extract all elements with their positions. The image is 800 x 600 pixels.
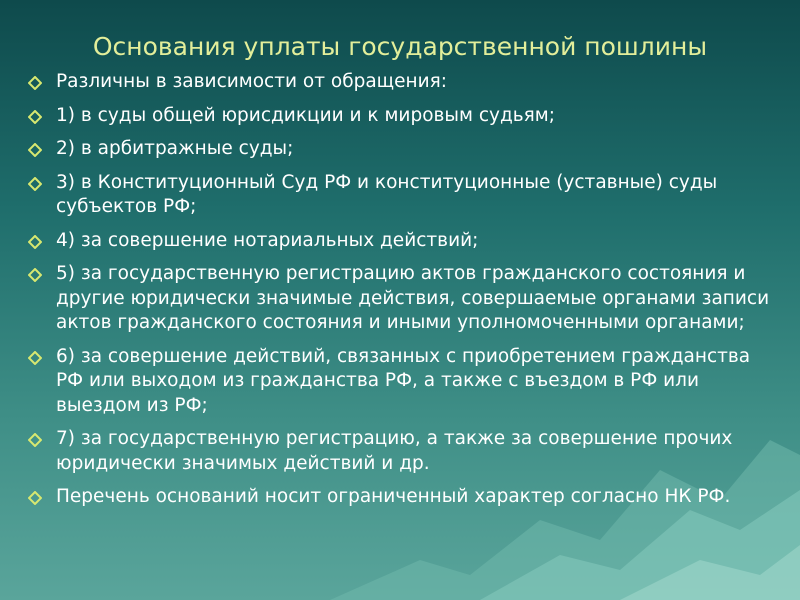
diamond-bullet-icon	[28, 235, 42, 249]
bullet-text: 2) в арбитражные суды;	[56, 138, 294, 159]
diamond-bullet-icon	[28, 268, 42, 282]
list-item	[28, 137, 778, 162]
bullet-text: 4) за совершение нотариальных действий;	[56, 229, 479, 251]
bullet-text: 7) за государственную регистрацию, а также за совершение прочих юридически значимых действий и др.	[56, 428, 733, 474]
diamond-bullet-icon	[28, 110, 42, 124]
bullet-list	[28, 70, 778, 519]
list-item	[28, 485, 778, 510]
diamond-bullet-icon	[28, 76, 42, 90]
bullet-text: 1) в суды общей юрисдикции и к мировым судьям;	[56, 104, 555, 126]
bullet-text: Перечень оснований носит ограниченный характер согласно НК РФ.	[56, 486, 731, 507]
list-item	[28, 427, 778, 476]
list-item	[28, 262, 778, 336]
diamond-bullet-icon	[28, 491, 42, 505]
diamond-bullet-icon	[28, 351, 42, 365]
list-item	[28, 171, 778, 220]
bullet-text: 6) за совершение действий, связанных с приобретением гражданства РФ или выходом из гражданства РФ, а также с въездом в РФ или выездом из РФ;	[56, 345, 751, 416]
list-item	[28, 70, 778, 95]
diamond-bullet-icon	[28, 433, 42, 447]
list-item	[28, 229, 778, 254]
diamond-bullet-icon	[28, 143, 42, 157]
slide-title: Основания уплаты государственной пошлины	[92, 32, 708, 61]
bullet-text: 5) за государственную регистрацию актов гражданского состояния и другие юридически значимые действия, совершаемые органами записи актов гражданского состояния и иными уполномоченными органами;	[56, 263, 770, 333]
diamond-bullet-icon	[28, 177, 42, 191]
bullet-text: 3) в Конституционный Суд РФ и конституционные (уставные) суды субъектов РФ;	[56, 171, 718, 217]
bullet-text: Различны в зависимости от обращения:	[56, 71, 447, 92]
list-item	[28, 345, 778, 419]
list-item	[28, 104, 778, 129]
